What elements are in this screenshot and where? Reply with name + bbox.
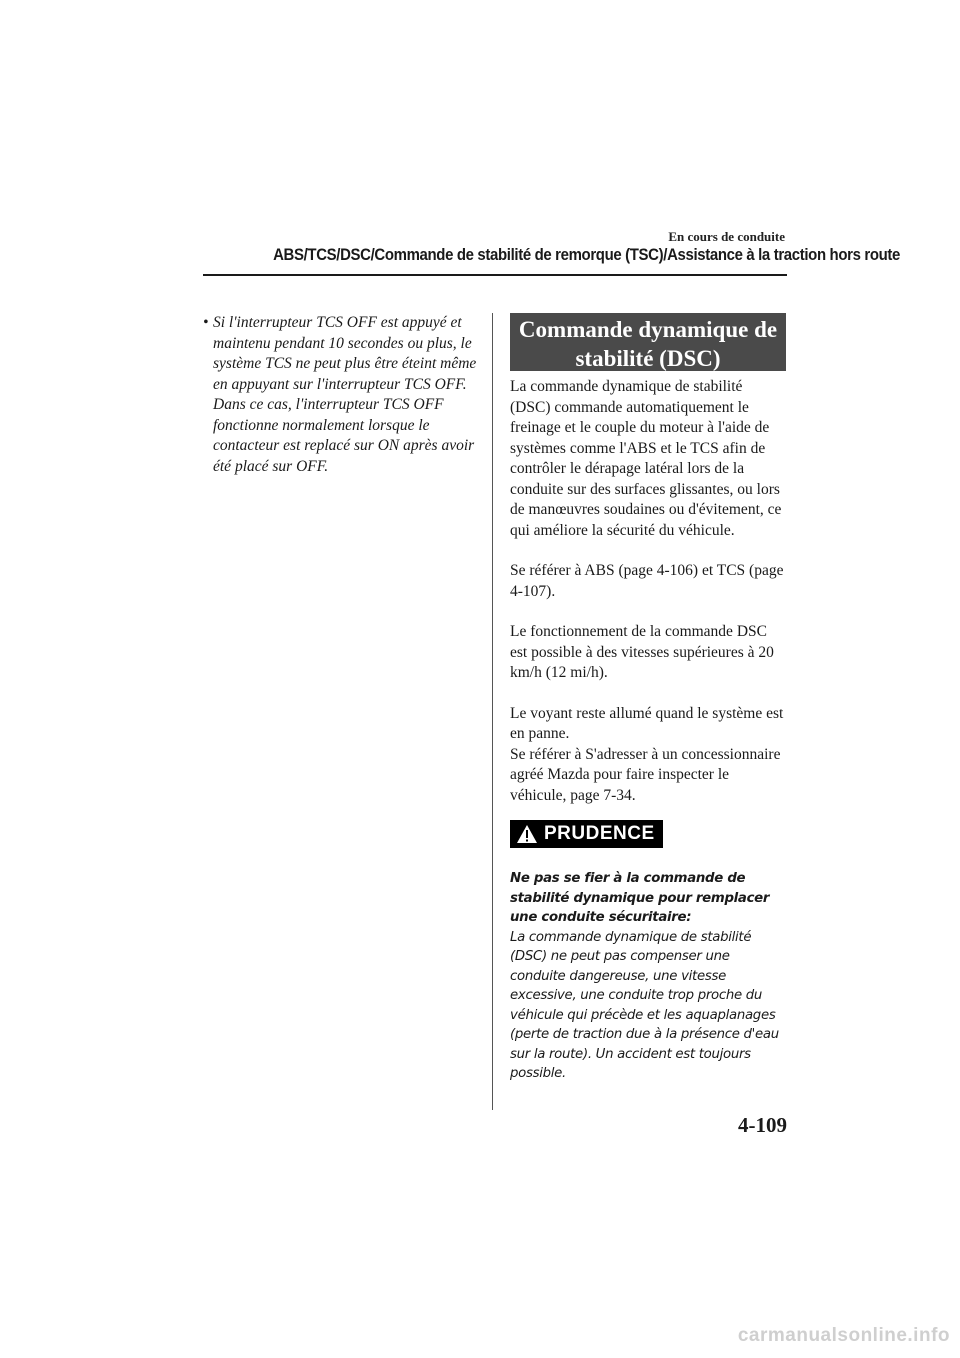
section-title: Commande dynamique de stabilité (DSC) <box>510 313 786 371</box>
paragraph-speed: Le fonctionnement de la commande DSC est possible à des vitesses supérieures à 20 km/h (12 mi/h). <box>510 623 774 681</box>
bullet-item <box>203 313 483 477</box>
caution-label: PRUDENCE <box>544 823 655 844</box>
warning-triangle-icon <box>516 824 538 844</box>
header-rule <box>203 274 787 276</box>
caution-heading: Ne pas se fier à la commande de stabilité dynamique pour remplacer une conduite sécuritaire: <box>510 871 770 925</box>
right-column <box>510 313 786 1084</box>
section-label: En cours de conduite <box>668 229 785 244</box>
paragraph-indicator: Le voyant reste allumé quand le système est en panne. <box>510 704 784 742</box>
left-column <box>203 313 483 477</box>
bullet-text <box>213 313 483 477</box>
bullet-paragraph-2: Dans ce cas, l'interrupteur TCS OFF fonctionne normalement lorsque le contacteur est replacé sur ON après avoir été placé sur OFF. <box>213 396 475 475</box>
bullet-paragraph-1: Si l'interrupteur TCS OFF est appuyé et maintenu pendant 10 secondes ou plus, le système TCS ne peut plus être éteint même en appuyant sur l'interrupteur TCS OFF. <box>213 314 477 393</box>
caution-badge <box>510 820 663 848</box>
watermark: carmanualsonline.info <box>737 1325 950 1346</box>
page-number: 4-109 <box>738 1113 787 1137</box>
column-divider <box>492 313 493 1110</box>
bullet-dot: • <box>203 314 209 331</box>
paragraph-reference: Se référer à ABS (page 4-106) et TCS (page 4-107). <box>510 562 784 600</box>
paragraph-dealer: Se référer à S'adresser à un concessionnaire agréé Mazda pour faire inspecter le véhicule, page 7-34. <box>510 745 781 804</box>
caution-text <box>510 869 786 1084</box>
running-header: ABS/TCS/DSC/Commande de stabilité de remorque (TSC)/Assistance à la traction hors route <box>273 245 901 264</box>
caution-body: La commande dynamique de stabilité (DSC) ne peut pas compenser une conduite dangereuse, une vitesse excessive, une conduite trop proche du véhicule qui précède et les aquaplanages (perte de traction due à la présence d'eau sur la route). Un accident est toujours possible. <box>510 929 779 1081</box>
paragraph-dsc-description: La commande dynamique de stabilité (DSC) commande automatiquement le freinage et le couple du moteur à l'aide de systèmes comme l'ABS et le TCS afin de contrôler le dérapage latéral lors de la conduite sur des surfaces glissantes, ou lors de manœuvres soudaines ou d'évitement, ce qui améliore la sécurité du véhicule. <box>510 378 782 539</box>
